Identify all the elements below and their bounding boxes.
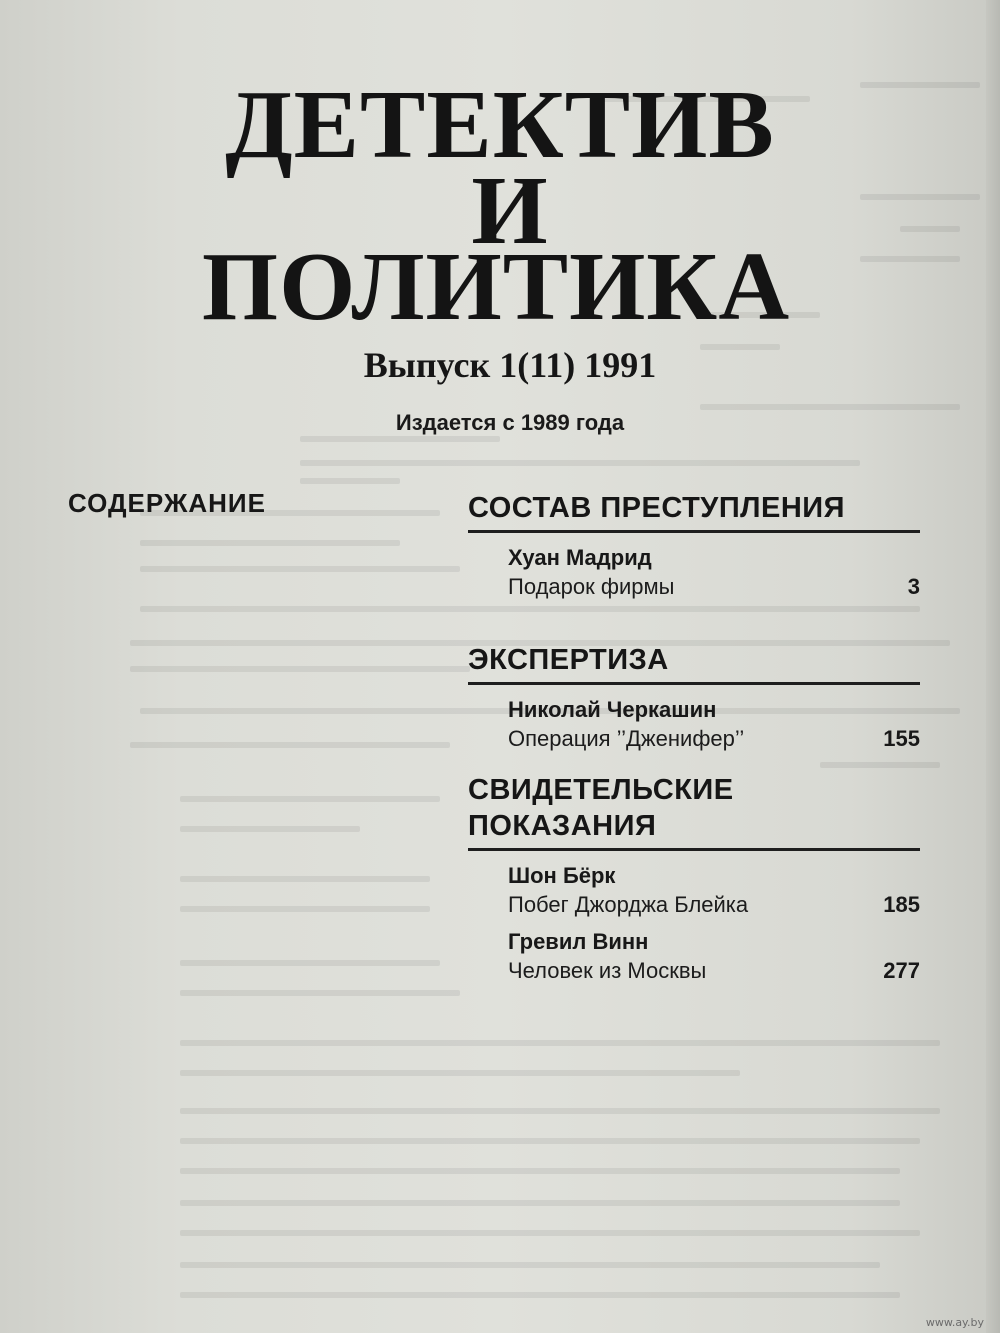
- toc-entry: [508, 928, 920, 986]
- section-title: СОСТАВ ПРЕСТУПЛЕНИЯ: [468, 490, 920, 533]
- contents-heading: СОДЕРЖАНИЕ: [68, 488, 266, 518]
- entry-author: Хуан Мадрид: [508, 545, 652, 570]
- toc-entry: [508, 862, 920, 920]
- watermark: www.ay.by: [925, 1316, 984, 1329]
- section-title: ЭКСПЕРТИЗА: [468, 642, 920, 685]
- entry-author: Гревил Винн: [508, 929, 649, 954]
- entry-page-number: 155: [883, 726, 920, 751]
- entry-author: Шон Бёрк: [508, 863, 616, 888]
- section-title: [468, 772, 920, 851]
- published-since: Издается с 1989 года: [395, 410, 625, 435]
- entry-title: Подарок фирмы: [508, 574, 675, 599]
- section-title-line-1: СВИДЕТЕЛЬСКИЕ: [468, 774, 734, 806]
- title-line-2: И: [471, 157, 549, 265]
- toc-section-testimony: [468, 772, 920, 851]
- section-title-line-2: ПОКАЗАНИЯ: [468, 810, 657, 842]
- toc-section-expertise: [468, 642, 920, 685]
- entry-title: Операция ’’Дженифер’’: [508, 726, 745, 751]
- toc-section-crime: [468, 490, 920, 533]
- entry-title: Побег Джорджа Блейка: [508, 892, 749, 917]
- issue-number: Выпуск 1(11) 1991: [363, 345, 657, 385]
- page-edge: [986, 0, 1000, 1333]
- title-line-3: ПОЛИТИКА: [201, 233, 791, 341]
- entry-page-number: 3: [907, 574, 920, 599]
- toc-entry: [508, 544, 920, 602]
- entry-page-number: 185: [883, 892, 920, 917]
- title-line-1: ДЕТЕКТИВ: [225, 71, 775, 179]
- entry-title: Человек из Москвы: [508, 958, 707, 983]
- entry-author: Николай Черкашин: [508, 697, 717, 722]
- toc-entry: [508, 696, 920, 754]
- entry-page-number: 277: [883, 958, 920, 983]
